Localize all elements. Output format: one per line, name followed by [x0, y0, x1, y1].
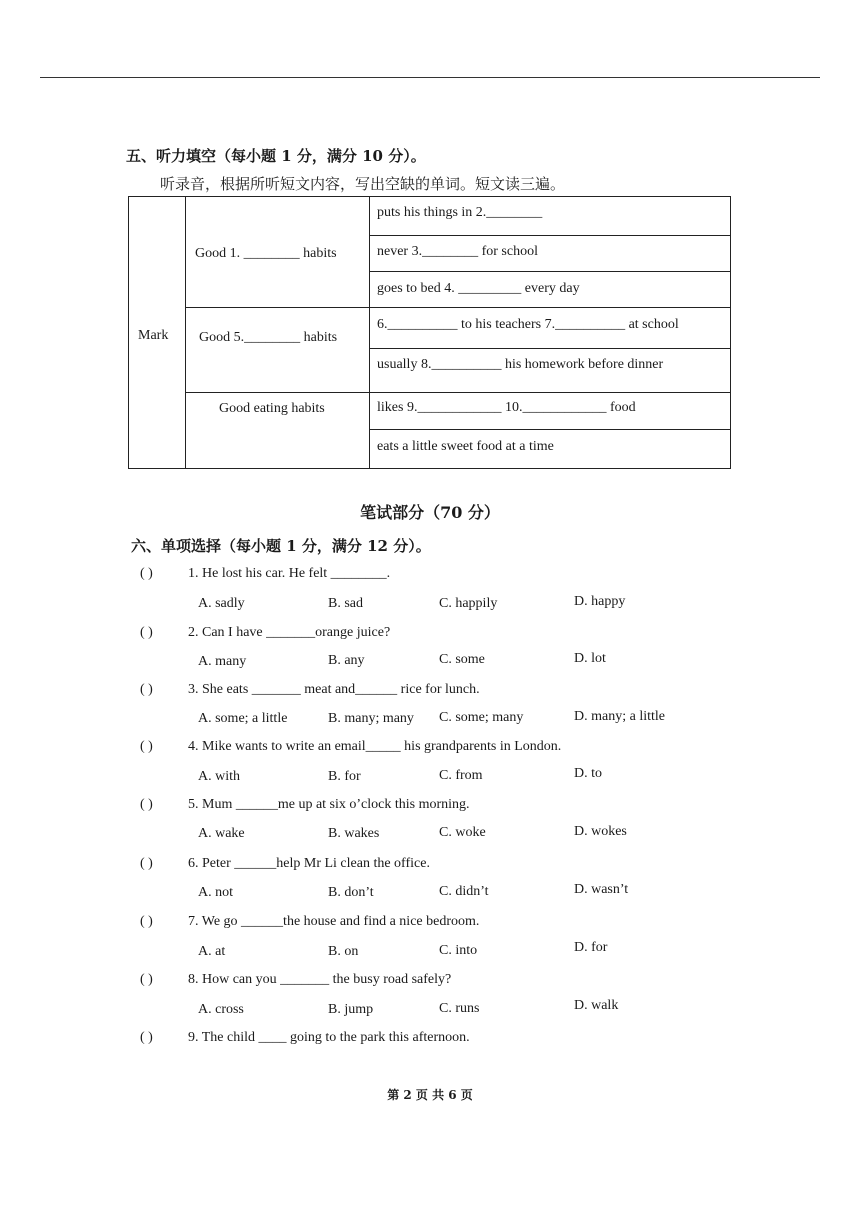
table-divider — [185, 392, 730, 393]
option-a: A. wake — [198, 826, 245, 841]
habit-detail: 6.__________ to his teachers 7.__________ at school — [377, 317, 679, 332]
table-divider — [369, 348, 730, 349]
option-d: D. to — [574, 766, 602, 781]
question-6 — [140, 856, 430, 872]
option-d: D. wokes — [574, 824, 627, 839]
option-a: A. not — [198, 885, 233, 900]
option-b: B. on — [328, 944, 359, 959]
option-a: A. some; a little — [198, 711, 288, 726]
option-c: C. into — [439, 943, 478, 958]
question-1 — [140, 566, 390, 582]
option-a: A. with — [198, 769, 240, 784]
option-b: B. sad — [328, 596, 363, 611]
option-d: D. many; a little — [574, 709, 665, 724]
habit-detail: goes to bed 4. _________ every day — [377, 281, 580, 296]
habit-detail: likes 9.____________ 10.____________ food — [377, 400, 636, 415]
option-d: D. happy — [574, 594, 626, 609]
written-part-title: 笔试部分（70 分） — [360, 503, 500, 522]
question-4 — [140, 739, 561, 755]
question-text: 1. He lost his car. He felt ________. — [188, 566, 391, 581]
option-c: C. some; many — [439, 710, 524, 725]
habit-detail: never 3.________ for school — [377, 244, 538, 259]
option-a: A. at — [198, 944, 226, 959]
option-c: C. didn’t — [439, 884, 489, 899]
question-text: 8. How can you _______ the busy road safely? — [188, 972, 452, 987]
page-number: 第 2 页 共 6 页 — [387, 1088, 473, 1102]
option-b: B. any — [328, 653, 365, 668]
habit-label: Good 1. ________ habits — [195, 246, 337, 261]
table-divider — [185, 307, 730, 308]
answer-blank[interactable]: ( ) — [140, 856, 153, 871]
option-c: C. runs — [439, 1001, 480, 1016]
option-a: A. sadly — [198, 596, 245, 611]
answer-blank[interactable]: ( ) — [140, 972, 153, 987]
question-text: 3. She eats _______ meat and______ rice for lunch. — [188, 682, 480, 697]
table-divider — [369, 271, 730, 272]
option-b: B. for — [328, 769, 361, 784]
answer-blank[interactable]: ( ) — [140, 797, 153, 812]
question-text: 7. We go ______the house and find a nice bedroom. — [188, 914, 480, 929]
habit-detail: eats a little sweet food at a time — [377, 439, 554, 454]
habit-label: Good 5.________ habits — [199, 330, 338, 345]
option-c: C. some — [439, 652, 485, 667]
option-c: C. woke — [439, 825, 486, 840]
option-d: D. lot — [574, 651, 606, 666]
table-divider — [369, 197, 370, 468]
answer-blank[interactable]: ( ) — [140, 739, 153, 754]
option-b: B. don’t — [328, 885, 374, 900]
question-text: 9. The child ____ going to the park this afternoon. — [188, 1030, 470, 1045]
option-b: B. jump — [328, 1002, 374, 1017]
option-d: D. walk — [574, 998, 619, 1013]
student-name: Mark — [138, 328, 169, 343]
table-divider — [185, 197, 186, 468]
option-d: D. wasn’t — [574, 882, 629, 897]
option-a: A. cross — [198, 1002, 244, 1017]
option-d: D. for — [574, 940, 608, 955]
section5-instruction: 听录音，根据所听短文内容，写出空缺的单词。短文读三遍。 — [160, 175, 566, 193]
table-divider — [369, 235, 730, 236]
header-rule — [40, 77, 820, 78]
section5-title: 五、听力填空（每小题 1 分，满分 10 分）。 — [126, 147, 426, 165]
habit-detail: usually 8.__________ his homework before dinner — [377, 357, 664, 372]
question-5 — [140, 797, 470, 813]
question-text: 4. Mike wants to write an email_____ his grandparents in London. — [188, 739, 562, 754]
question-3 — [140, 682, 480, 698]
question-8 — [140, 972, 451, 988]
option-b: B. many; many — [328, 711, 414, 726]
answer-blank[interactable]: ( ) — [140, 682, 153, 697]
answer-blank[interactable]: ( ) — [140, 566, 153, 581]
listening-table — [128, 196, 731, 469]
question-text: 5. Mum ______me up at six o’clock this morning. — [188, 797, 470, 812]
answer-blank[interactable]: ( ) — [140, 1030, 153, 1045]
option-c: C. from — [439, 768, 483, 783]
question-7 — [140, 914, 479, 930]
answer-blank[interactable]: ( ) — [140, 625, 153, 640]
question-9 — [140, 1030, 470, 1046]
option-b: B. wakes — [328, 826, 380, 841]
habit-detail: puts his things in 2.________ — [377, 205, 543, 220]
option-a: A. many — [198, 654, 247, 669]
question-text: 2. Can I have _______orange juice? — [188, 625, 391, 640]
answer-blank[interactable]: ( ) — [140, 914, 153, 929]
option-c: C. happily — [439, 596, 498, 611]
table-divider — [369, 429, 730, 430]
habit-label: Good eating habits — [219, 401, 325, 416]
question-text: 6. Peter ______help Mr Li clean the office. — [188, 856, 430, 871]
question-2 — [140, 625, 390, 641]
section6-title: 六、单项选择（每小题 1 分，满分 12 分）。 — [131, 537, 431, 555]
